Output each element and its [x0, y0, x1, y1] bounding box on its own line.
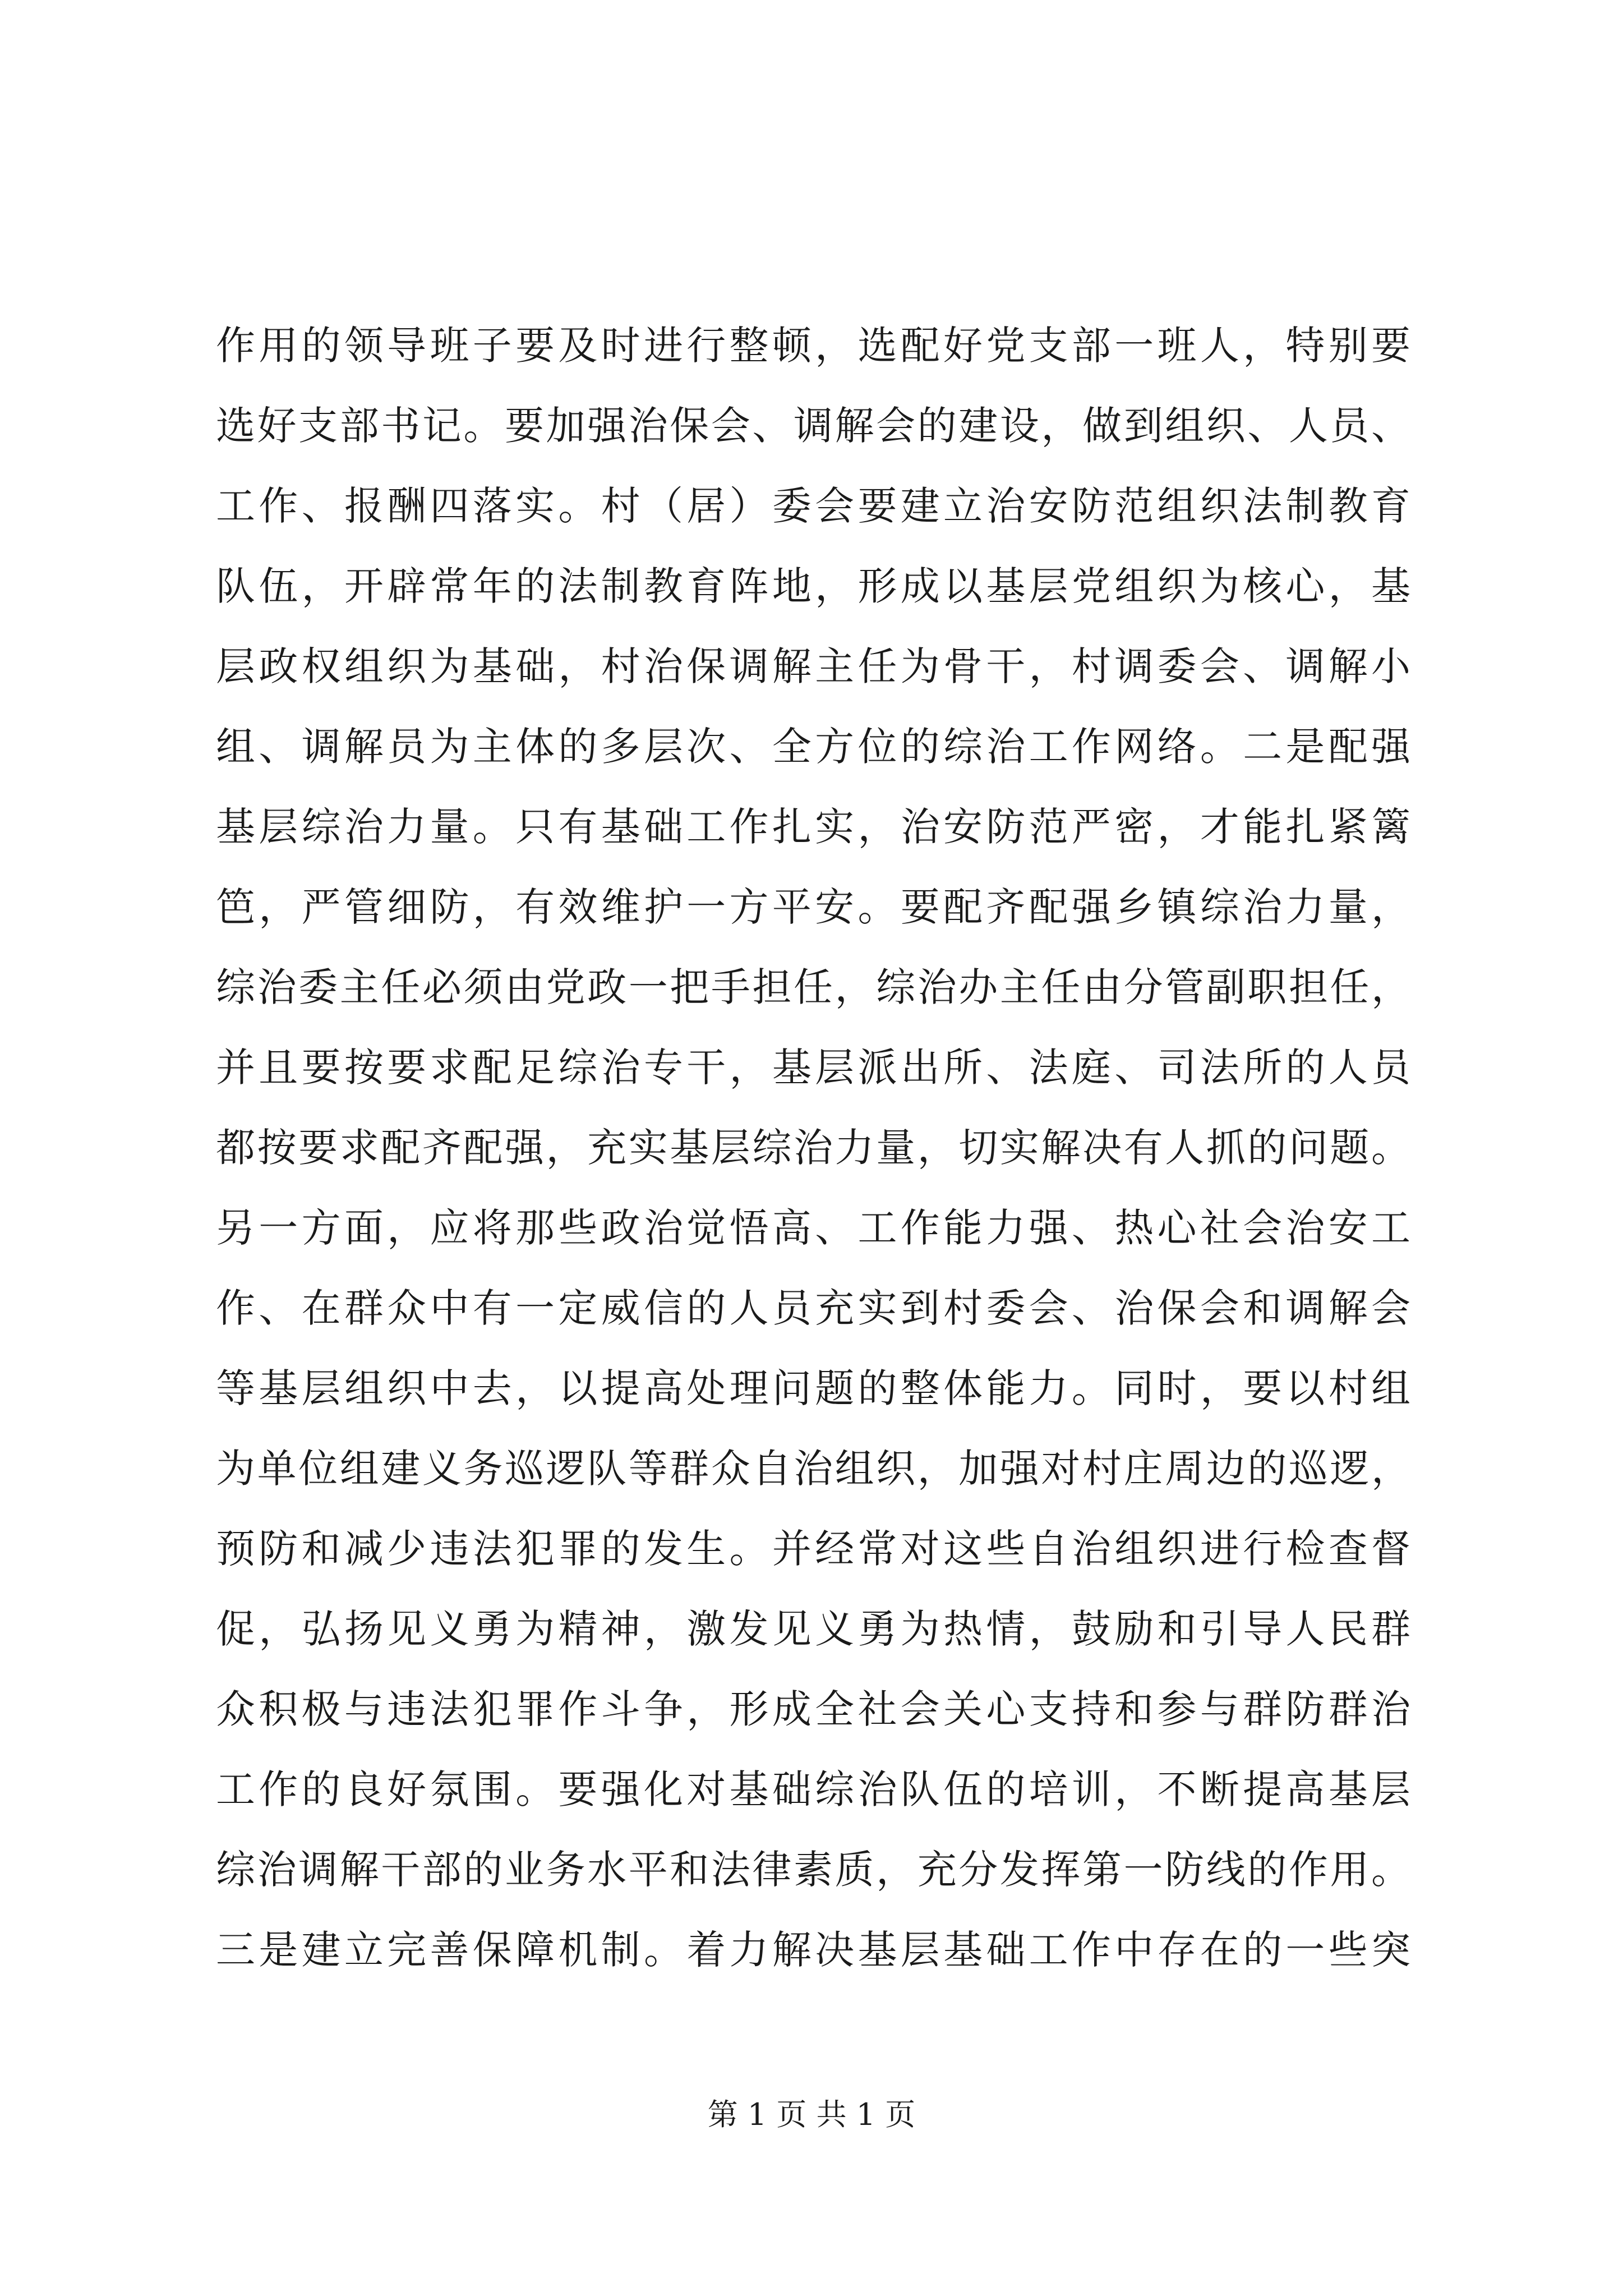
text-line: 另一方面，应将那些政治觉悟高、工作能力强、热心社会治安工 [216, 1205, 1410, 1251]
text-line: 层政权组织为基础，村治保调解主任为骨干，村调委会、调解小 [216, 643, 1410, 689]
text-line: 三是建立完善保障机制。着力解决基层基础工作中存在的一些突 [216, 1927, 1410, 1973]
text-line: 预防和减少违法犯罪的发生。并经常对这些自治组织进行检查督 [216, 1526, 1410, 1572]
text-line: 作用的领导班子要及时进行整顿，选配好党支部一班人，特别要 [216, 323, 1410, 369]
page-footer: 第 1 页 共 1 页 [707, 2097, 916, 2132]
text-line: 综治委主任必须由党政一把手担任，综治办主任由分管副职担任， [216, 964, 1410, 1010]
text-line: 队伍，开辟常年的法制教育阵地，形成以基层党组织为核心，基 [216, 563, 1410, 609]
text-line: 工作的良好氛围。要强化对基础综治队伍的培训，不断提高基层 [216, 1766, 1410, 1812]
text-line: 工作、报酬四落实。村（居）委会要建立治安防范组织法制教育 [216, 483, 1410, 529]
text-line: 笆，严管细防，有效维护一方平安。要配齐配强乡镇综治力量， [216, 884, 1410, 930]
text-line: 选好支部书记。要加强治保会、调解会的建设，做到组织、人员、 [216, 403, 1410, 449]
body-text [216, 306, 1410, 1990]
text-line: 等基层组织中去，以提高处理问题的整体能力。同时，要以村组 [216, 1365, 1410, 1411]
text-line: 基层综治力量。只有基础工作扎实，治安防范严密，才能扎紧篱 [216, 804, 1410, 850]
text-line: 为单位组建义务巡逻队等群众自治组织，加强对村庄周边的巡逻， [216, 1446, 1410, 1492]
text-line: 组、调解员为主体的多层次、全方位的综治工作网络。二是配强 [216, 724, 1410, 770]
text-line: 作、在群众中有一定威信的人员充实到村委会、治保会和调解会 [216, 1285, 1410, 1331]
text-line: 众积极与违法犯罪作斗争，形成全社会关心支持和参与群防群治 [216, 1686, 1410, 1732]
text-line: 促，弘扬见义勇为精神，激发见义勇为热情，鼓励和引导人民群 [216, 1606, 1410, 1652]
text-line: 都按要求配齐配强，充实基层综治力量，切实解决有人抓的问题。 [216, 1125, 1410, 1171]
text-line: 综治调解干部的业务水平和法律素质，充分发挥第一防线的作用。 [216, 1847, 1410, 1893]
text-line: 并且要按要求配足综治专干，基层派出所、法庭、司法所的人员 [216, 1045, 1410, 1091]
